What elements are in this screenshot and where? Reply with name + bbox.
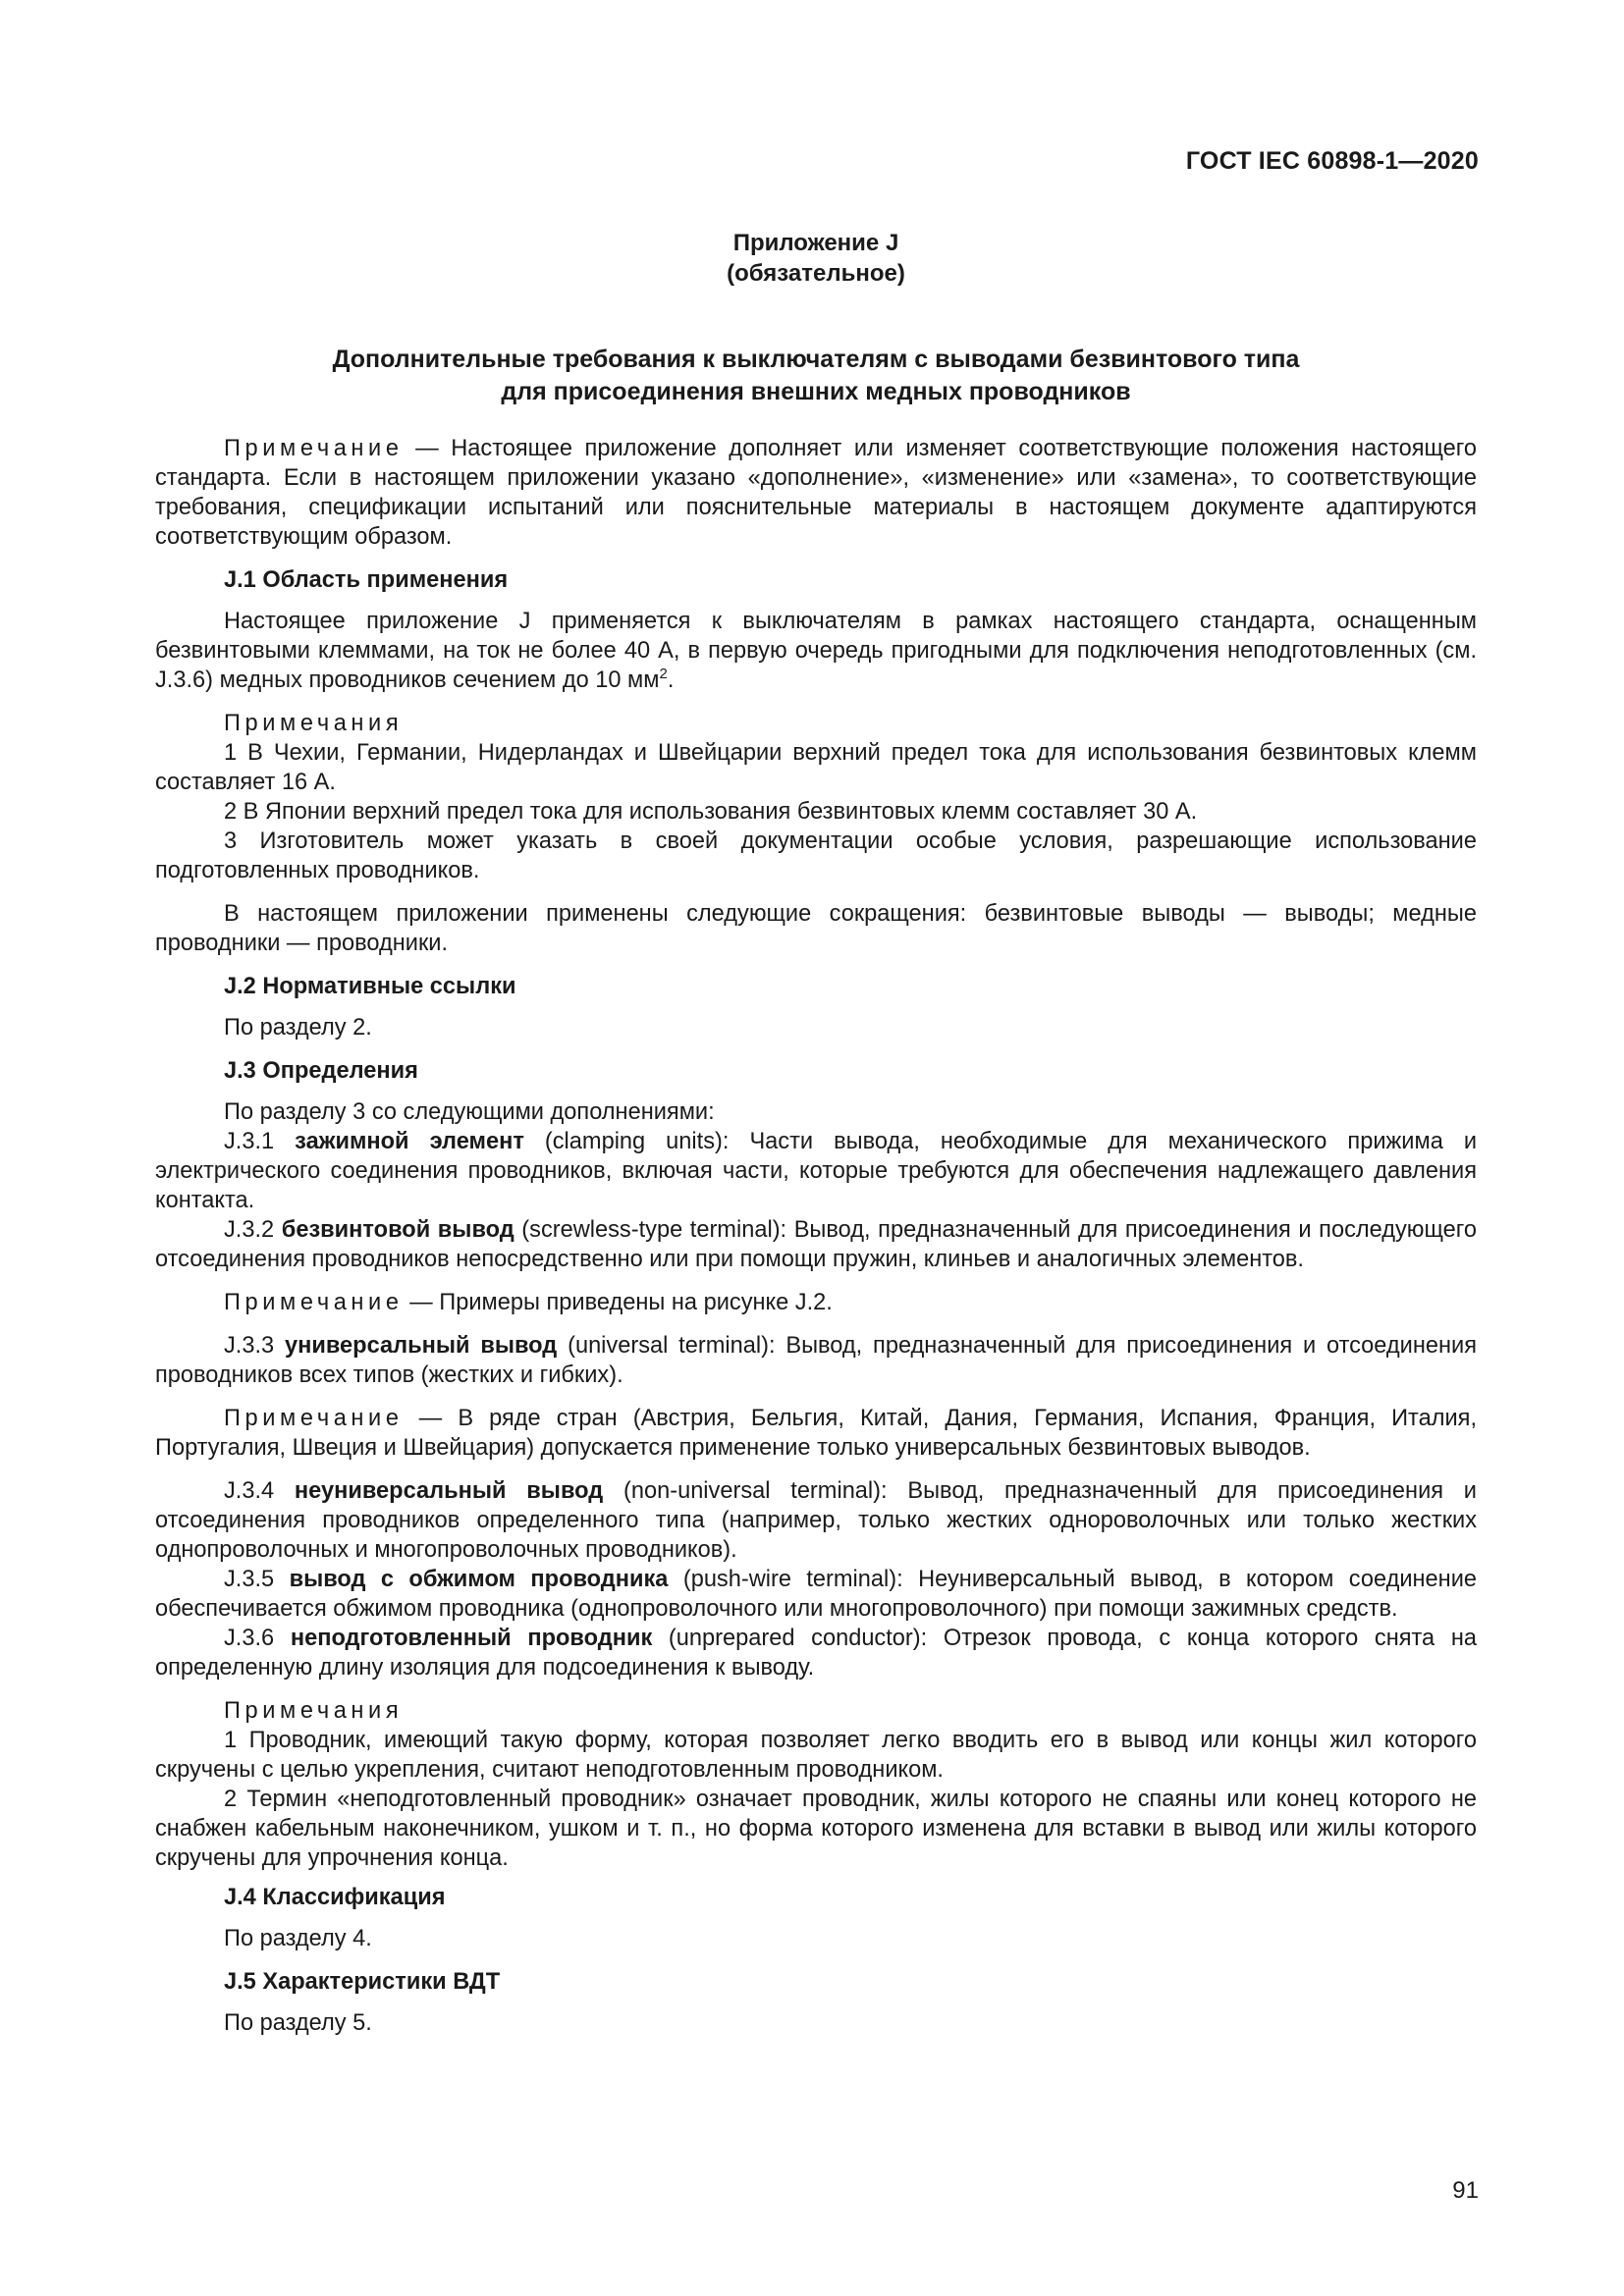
section-j2-text: По разделу 2.: [224, 1015, 372, 1041]
appendix-title-line-2: для присоединения внешних медных проводников: [501, 378, 1131, 405]
note-item: 2 Термин «неподготовленный проводник» означает проводник, жилы которого не спаяны или конец которого не снабжен кабельным наконечником, ушком и т. п., но форма которого изменена для вставки в вывод или жилы которого скручены для упрочнения конца.: [155, 1787, 1477, 1871]
superscript: 2: [659, 666, 668, 683]
section-j4-text: По разделу 4.: [224, 1926, 372, 1951]
page-content: [155, 228, 1477, 2038]
note-item: 1 В Чехии, Германии, Нидерландах и Швейцарии верхний предел тока для использования безвинтовых клемм составляет 16 А.: [155, 740, 1477, 795]
section-j1-heading: J.1 Область применения: [224, 567, 509, 593]
note-item: 3 Изготовитель может указать в своей документации особые условия, разрешающие использование подготовленных проводников.: [155, 828, 1477, 883]
note-label: Примечание: [224, 436, 404, 461]
section-j5-heading: J.5 Характеристики ВДТ: [224, 1969, 501, 1995]
note-item: 1 Проводник, имеющий такую форму, которая позволяет легко вводить его в вывод или концы жил которого скручены с целью укрепления, считают неподготовленным проводником.: [155, 1728, 1477, 1783]
definition-j3-1: J.3.1 зажимной элемент (clamping units): Части вывода, необходимые для механического прижима и электрического соединения проводников, включая части, которые требуются для обеспечения надлежащего давления контакта.: [155, 1129, 1477, 1213]
notes-label: Примечания: [224, 1698, 404, 1724]
definition-term: универсальный вывод: [284, 1333, 558, 1359]
definition-j3-2: J.3.2 безвинтовой вывод (screwless-type terminal): Вывод, предназначенный для присоединения и последующего отсоединения проводников непосредственно или при помощи пружин, клиньев и аналогичных элементов.: [155, 1217, 1477, 1272]
definition-term: вывод с обжимом проводника: [289, 1567, 669, 1592]
definition-term: неуниверсальный вывод: [294, 1478, 604, 1504]
note-text: — Настоящее приложение дополняет или изменяет соответствующие положения настоящего стандарта. Если в настоящем приложении указано «дополнение», «изменение» или «замена», то соответствующие требования, спецификации испытаний или пояснительные материалы в настоящем документе адаптируются соответствующим образом.: [155, 436, 1477, 550]
note-j3-3: Примечание — В ряде стран (Австрия, Бельгия, Китай, Дания, Германия, Испания, Франция, Италия, Португалия, Швеция и Швейцария) допускается применение только универсальных безвинтовых выводов.: [155, 1406, 1477, 1461]
definition-j3-6: J.3.6 неподготовленный проводник (unprepared conductor): Отрезок провода, с конца которого снята на определенную длину изоляция для подсоединения к выводу.: [155, 1626, 1477, 1681]
note-j3-2: Примечание — Примеры приведены на рисунке J.2.: [224, 1290, 833, 1315]
section-j1-text: Настоящее приложение J применяется к выключателям в рамках настоящего стандарта, оснащенным безвинтовыми клеммами, на ток не более 40 А, в первую очередь пригодными для подключения неподготовленных (см. J.3.6) медных проводников сечением до 10 $мм^2$.: [155, 609, 1477, 693]
appendix-title: [155, 344, 1477, 408]
appendix-title-line-1: Дополнительные требования к выключателям с выводами безвинтового типа: [332, 346, 1300, 373]
document-code: ГОСТ IEC 60898-1—2020: [1185, 147, 1479, 175]
section-j4-heading: J.4 Классификация: [224, 1885, 446, 1910]
page-number: 91: [1452, 2177, 1479, 2204]
definition-j3-4: J.3.4 неуниверсальный вывод (non-universal terminal): Вывод, предназначенный для присоединения и отсоединения проводников определенного типа (например, только жестких однороволочных или только жестких однопроволочных и многопроволочных проводников).: [155, 1478, 1477, 1563]
section-j5-text: По разделу 5.: [224, 2010, 372, 2036]
appendix-status: (обязательное): [727, 260, 905, 287]
section-j3-intro: По разделу 3 со следующими дополнениями:: [224, 1099, 715, 1125]
definition-term: безвинтовой вывод: [281, 1217, 514, 1243]
section-j3-heading: J.3 Определения: [224, 1058, 418, 1084]
definition-term: зажимной элемент: [295, 1129, 524, 1154]
note-item: 2 В Японии верхний предел тока для использования безвинтовых клемм составляет 30 А.: [224, 799, 1198, 825]
notes-label: Примечания: [224, 711, 404, 736]
definition-term: неподготовленный проводник: [290, 1626, 653, 1651]
section-j2-heading: J.2 Нормативные ссылки: [224, 974, 516, 999]
definition-j3-3: J.3.3 универсальный вывод (universal terminal): Вывод, предназначенный для присоединения и отсоединения проводников всех типов (жестких и гибких).: [155, 1333, 1477, 1388]
abbreviations-paragraph: В настоящем приложении применены следующие сокращения: безвинтовые выводы — выводы; медные проводники — проводники.: [155, 901, 1477, 956]
appendix-label: Приложение J: [732, 230, 899, 256]
intro-note: [155, 434, 1477, 552]
definition-j3-5: J.3.5 вывод с обжимом проводника (push-wire terminal): Неуниверсальный вывод, в котором соединение обеспечивается обжимом проводника (однопроволочного или многопроволочного) при помощи зажимных средств.: [155, 1567, 1477, 1622]
